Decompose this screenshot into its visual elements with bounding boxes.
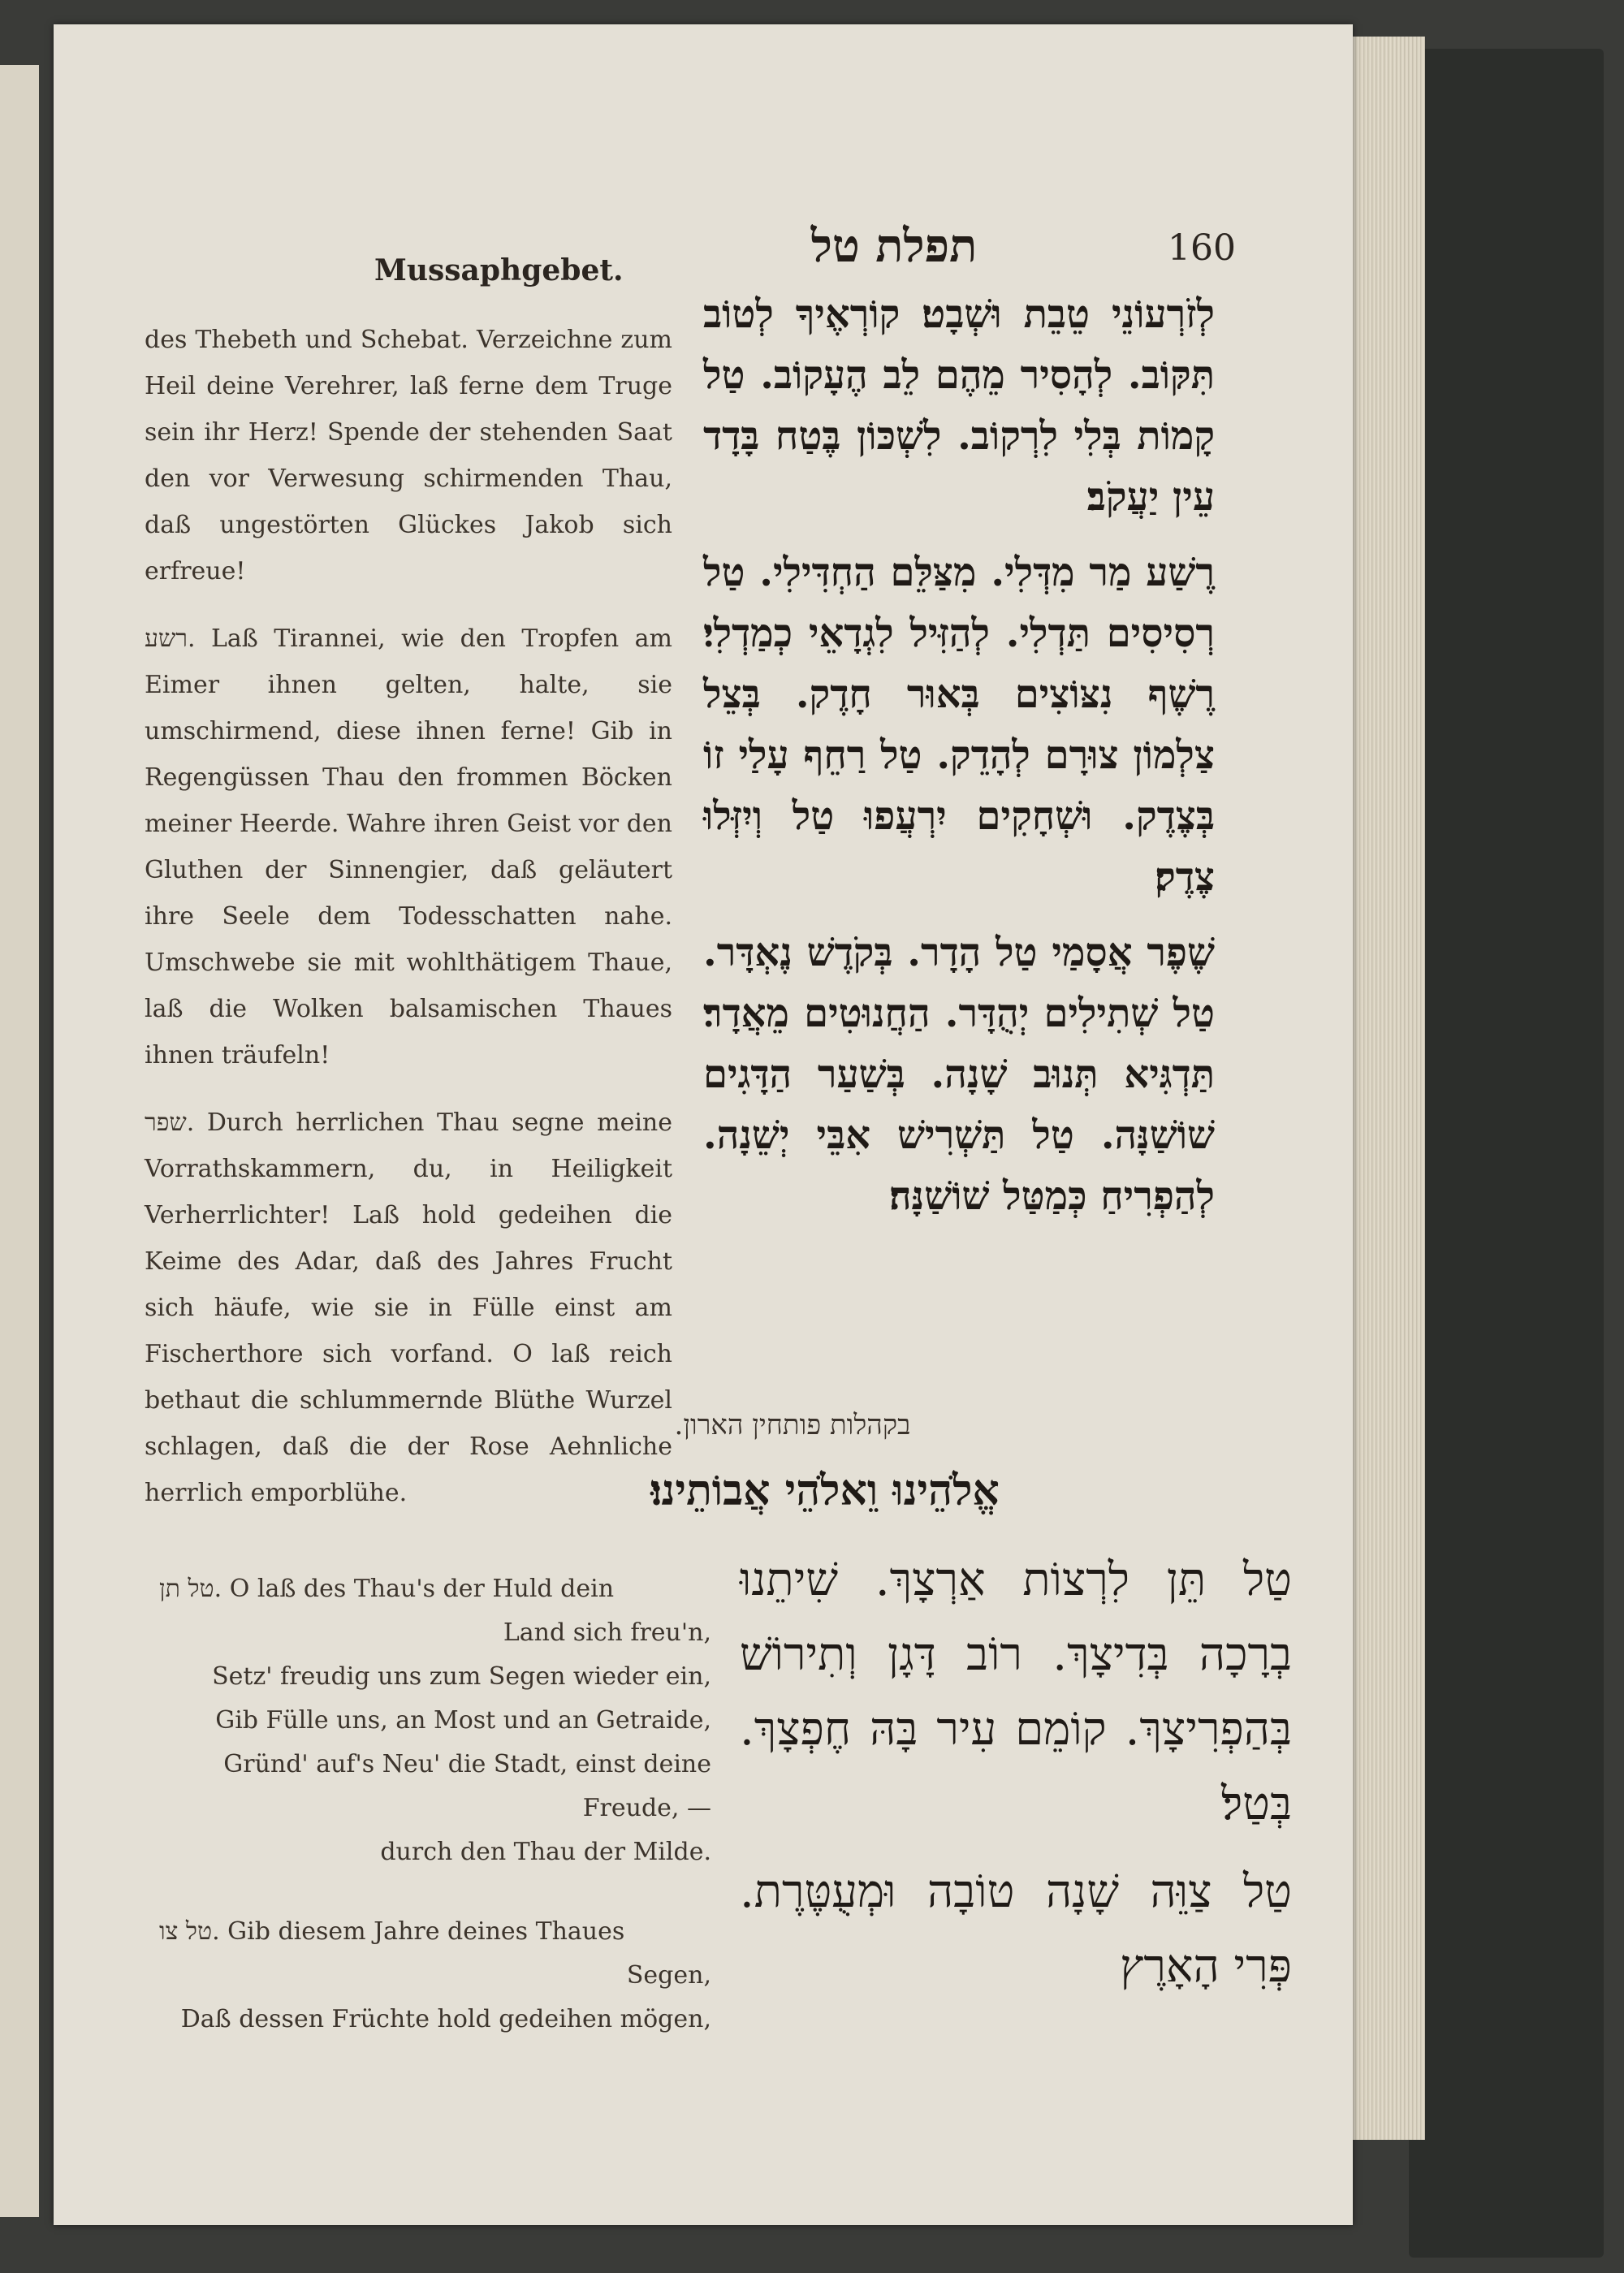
german-translation-column [145,317,672,1537]
verse-line: Daß dessen Früchte hold gedeihen mögen, [180,2005,711,2033]
verse-line: Gib Fülle uns, an Most und an Getraide, [215,1706,711,1735]
hebrew-paragraph: שֶׁפֶר אֲסָמַי טַל הָדָר. בְּקֹדֶשׁ נֶאְדָּר. טַל שְׁתִילִים יְהֻדָּר. הַחֲנוּטִים מֵאֲדָר׃ תַּדְגִּיא תְּנוּב שָׁנָה. בְּשַׁעַר הַדָּגִים שׁוֹשַׁנָּה. טַל תַּשְׁרִישׁ אִבֵּי יְשֵׁנָה. לְהַפְרִיחַ כְּמַטַּל שׁוֹשַׁנָּה׃ [703,930,1215,1219]
book-page [54,24,1353,2225]
page-edges [1344,37,1425,2140]
hebrew-paragraph: טַל צַוֵּה שָׁנָה טוֹבָה וּמְעֻטֶּרֶת. פְּרִי הָאָרֶץ [740,1865,1292,1993]
verse-line: Gründ' auf's Neu' die Stadt, einst deine [223,1750,711,1778]
hebrew-paragraph: טַל תֵּן לִרְצוֹת אַרְצָךְ. שִׁיתֵנוּ בְרָכָה בְּדִיצָךְ. רוֹב דָּגָן וְתִירוֹשׁ בְּהַפְרִיצָךְ. קוֹמֵם עִיר בָּהּ חֶפְצָךְ. בְּטַל׃ [740,1554,1292,1830]
verse-line: טל תן. O laß des Thau's der Huld dein [159,1575,615,1603]
hebrew-paragraph: רֶשַׁע מַר מִדְּלִי. מִצַּלֵּם הַחְדִּילִי. טַל רְסִיסִים תַּדְלִי. לְהַזִּיל לִגְדָאֵי כְמַדְלִי׃ רֶשֶׁף נִצּוֹצִים בְּאוּר חָדֶק. בְּצֵל צַלְמוֹן צוּרָם לְהָדֵק. טַל רַחֵף עָלַי זוֹ בְּצֶדֶק. וּשְׁחָקִים יִרְעֲפוּ טַל וְיִזְּלוּ צֶדֶק׃ [703,550,1215,900]
german-paragraph: שפר. Durch herrlichen Thau segne meine Vorrathskammern, du, in Heiligkeit Verherrlichter! Laß hold gedeihen die Keime des Adar, daß des Jahres Frucht sich häufe, wie sie in Fülle einst am Fischerthore sich vorfand. O laß reich bethaut die schlummernde Blüthe Wurzel schlagen, daß die der Rose Aehnliche herrlich emporblühe. [145,1108,672,1507]
hebrew-running-title: תפלת טל [810,219,978,273]
verse-line: Segen, [626,1961,711,1990]
facing-page-edge [0,65,39,2217]
book-cover [1409,49,1604,2258]
rubric-instruction: בקהלות פותחין הארון. [674,1409,911,1441]
hebrew-text-column [703,284,1215,1242]
invocation-heading: אֱלֹהֵינוּ וֵאלֹהֵי אֲבוֹתֵינוּ׃ [650,1466,1000,1515]
german-running-title: Mussaphgebet. [374,253,624,287]
german-paragraph: רשע. Laß Tirannei, wie den Tropfen am Eimer ihnen gelten, halte, sie umschirmend, diese ihnen ferne! Gib in Regengüssen Thau den frommen Böcken meiner Heerde. Wahre ihren Geist vor den Gluthen der Sinnengier, daß geläutert ihre Seele dem Todesschatten nahe. Umschwebe sie mit wohlthätigem Thaue, laß die Wolken balsamischen Thaues ihnen träufeln! [145,624,672,1070]
hebrew-paragraph: לְזֹרְעוֹנֵי טֵבֵת וּשְׁבָט׃ קוֹרְאֶיךָ לְטוֹב תִּקּוֹב. לְהָסִיר מֵהֶם לֵב הֶעָקוֹב. טַל קָמוֹת בְּלִי לִרְקוֹב. לִשְׁכּוֹן בֶּטַח בָּדָד עֵין יַעֲקֹב׃ [703,292,1215,520]
verse-line: טל צו. Gib diesem Jahre deines Thaues [159,1917,625,1946]
german-verse-translation [159,1567,711,2042]
german-paragraph: des Thebeth und Schebat. Verzeichne zum Heil deine Verehrer, laß ferne dem Truge sein ihr Herz! Spende der stehenden Saat den vor Verwesung schirmenden Thau, daß ungestörten Glückes Jakob sich erfreue! [145,326,672,586]
verse-line: Setz' freudig uns zum Segen wieder ein, [212,1662,711,1691]
verse-line: durch den Thau der Milde. [380,1838,711,1866]
verse-line [159,1874,711,1910]
page-number: 160 [1168,227,1236,269]
verse-line: Freude, — [582,1794,711,1822]
verse-line: Land sich freu'n, [503,1618,711,1647]
hebrew-bottom-text [740,1543,1292,2017]
